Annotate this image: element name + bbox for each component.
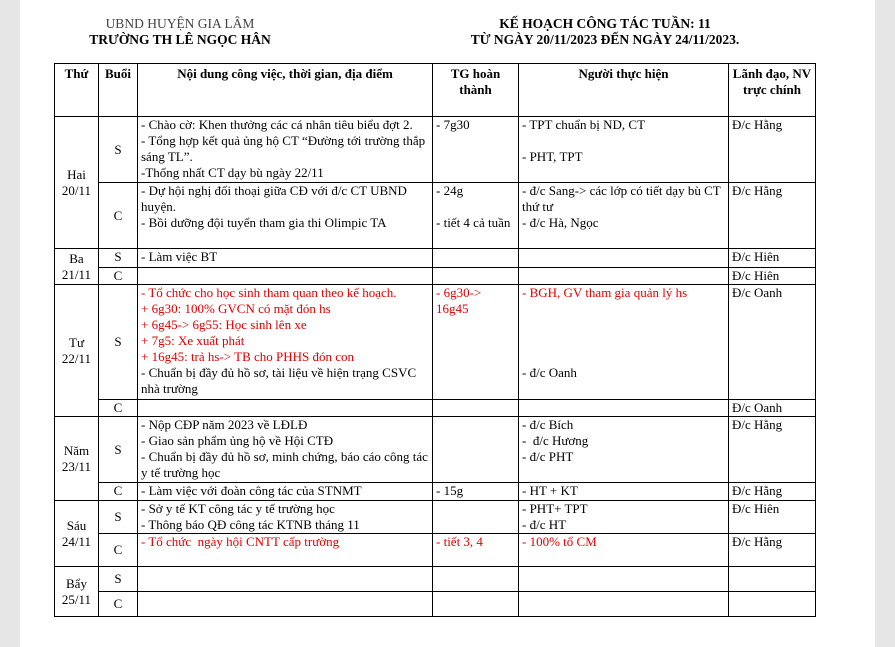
assignee-line: - TPT chuẩn bị ND, CT bbox=[522, 117, 646, 132]
deadline-cell: - 15g bbox=[433, 483, 519, 501]
task-line: - Bồi dưỡng đội tuyển tham gia thi Olimpic TA bbox=[141, 215, 387, 230]
session-cell: C bbox=[99, 534, 138, 567]
deadline-cell bbox=[433, 400, 519, 417]
assignee-cell bbox=[519, 400, 729, 417]
col-header-assignee: Người thực hiện bbox=[519, 64, 729, 117]
session-cell: S bbox=[99, 117, 138, 183]
day-date: 24/11 bbox=[61, 533, 92, 549]
assignee-line: - đ/c Hà, Ngọc bbox=[522, 215, 599, 230]
task-line: - Nộp CĐP năm 2023 về LĐLĐ bbox=[141, 417, 308, 432]
task-line: - Tổ chức cho học sinh tham quan theo kế hoạch. bbox=[141, 285, 397, 300]
leader-cell: Đ/c Hằng bbox=[729, 183, 816, 249]
assignee-line: - đ/c Oanh bbox=[522, 365, 577, 380]
day-cell-ba bbox=[55, 249, 99, 285]
leader-cell: Đ/c Oanh bbox=[729, 400, 816, 417]
header-left bbox=[80, 16, 280, 48]
content-cell bbox=[138, 592, 433, 617]
task-line: - Chào cờ: Khen thưởng các cá nhân tiêu biểu đợt 2. bbox=[141, 117, 413, 132]
day-cell-bay bbox=[55, 567, 99, 617]
table-header-row bbox=[55, 64, 816, 117]
task-line: - Giao sản phẩm ủng hộ về Hội CTĐ bbox=[141, 433, 334, 448]
leader-cell: Đ/c Hiên bbox=[729, 501, 816, 534]
leader-cell: Đ/c Hiên bbox=[729, 249, 816, 268]
day-name: Ba bbox=[69, 250, 84, 266]
leader-cell bbox=[729, 567, 816, 592]
leader-cell: Đ/c Hằng bbox=[729, 534, 816, 567]
session-cell: C bbox=[99, 268, 138, 285]
assignee-cell bbox=[519, 592, 729, 617]
district-name: UBND HUYỆN GIA LÂM bbox=[105, 16, 255, 31]
content-cell: - Làm việc với đoàn công tác của STNMT bbox=[138, 483, 433, 501]
session-cell: C bbox=[99, 592, 138, 617]
assignee-cell bbox=[519, 249, 729, 268]
table-row bbox=[55, 483, 816, 501]
session-cell: S bbox=[99, 567, 138, 592]
assignee-cell bbox=[519, 285, 729, 400]
assignee-line: - đ/c Hương bbox=[522, 433, 589, 448]
task-line: + 6g45-> 6g55: Học sinh lên xe bbox=[141, 317, 307, 332]
day-name: Năm bbox=[63, 442, 90, 458]
table-row bbox=[55, 400, 816, 417]
col-header-content: Nội dung công việc, thời gian, địa điểm bbox=[138, 64, 433, 117]
assignee-cell bbox=[519, 501, 729, 534]
assignee-cell: - HT + KT bbox=[519, 483, 729, 501]
table-row bbox=[55, 249, 816, 268]
task-line: + 6g30: 100% GVCN có mặt đón hs bbox=[141, 301, 331, 316]
table-row bbox=[55, 417, 816, 483]
assignee-cell: - 100% tổ CM bbox=[519, 534, 729, 567]
spacer bbox=[522, 349, 725, 365]
spacer bbox=[436, 199, 515, 215]
assignee-line: - BGH, GV tham gia quản lý hs bbox=[522, 285, 688, 300]
spacer bbox=[522, 333, 725, 349]
col-header-day: Thứ bbox=[55, 64, 99, 117]
deadline-cell bbox=[433, 501, 519, 534]
task-line: - Tổng hợp kết quả ủng hộ CT “Đường tới trường thắp sáng TL”. bbox=[141, 133, 426, 164]
session-cell: S bbox=[99, 249, 138, 268]
table-row bbox=[55, 567, 816, 592]
deadline-cell bbox=[433, 249, 519, 268]
assignee-line: - đ/c Bích bbox=[522, 417, 574, 432]
deadline-line: - tiết 4 cả tuần bbox=[436, 215, 511, 230]
day-cell-nam bbox=[55, 417, 99, 501]
table-row bbox=[55, 592, 816, 617]
school-name: TRƯỜNG TH LÊ NGỌC HÂN bbox=[89, 32, 271, 47]
deadline-line: - 24g bbox=[436, 183, 464, 198]
session-cell: S bbox=[99, 285, 138, 400]
col-header-session: Buổi bbox=[99, 64, 138, 117]
session-cell: C bbox=[99, 183, 138, 249]
content-cell: - Làm việc BT bbox=[138, 249, 433, 268]
content-cell: - Tổ chức ngày hội CNTT cấp trường bbox=[138, 534, 433, 567]
table-row bbox=[55, 534, 816, 567]
table-row bbox=[55, 117, 816, 183]
spacer bbox=[522, 301, 725, 317]
day-cell-sau bbox=[55, 501, 99, 567]
leader-cell: Đ/c Hằng bbox=[729, 417, 816, 483]
day-cell-tu bbox=[55, 285, 99, 417]
spacer bbox=[522, 317, 725, 333]
header-right bbox=[440, 16, 770, 48]
deadline-cell: - 7g30 bbox=[433, 117, 519, 183]
deadline-cell bbox=[433, 567, 519, 592]
deadline-cell bbox=[433, 285, 519, 400]
assignee-cell bbox=[519, 117, 729, 183]
day-name: Sáu bbox=[66, 517, 87, 533]
deadline-cell bbox=[433, 417, 519, 483]
task-line: - Sở y tế KT công tác y tế trường học bbox=[141, 501, 335, 516]
content-cell bbox=[138, 285, 433, 400]
task-line: - Chuẩn bị đầy đủ hồ sơ, tài liệu về hiện trạng CSVC nhà trường bbox=[141, 365, 417, 396]
col-header-deadline: TG hoàn thành bbox=[433, 64, 519, 117]
task-line: - Dự hội nghị đối thoại giữa CĐ với đ/c CT UBND huyện. bbox=[141, 183, 407, 214]
assignee-line: - đ/c PHT bbox=[522, 449, 574, 464]
assignee-line: - đ/c HT bbox=[522, 517, 567, 532]
day-cell-hai bbox=[55, 117, 99, 249]
assignee-cell bbox=[519, 268, 729, 285]
day-date: 21/11 bbox=[61, 266, 92, 282]
assignee-cell bbox=[519, 417, 729, 483]
table-row bbox=[55, 501, 816, 534]
session-cell: C bbox=[99, 483, 138, 501]
plan-date-range: TỪ NGÀY 20/11/2023 ĐẾN NGÀY 24/11/2023. bbox=[470, 32, 740, 47]
day-date: 20/11 bbox=[61, 182, 92, 198]
table-row bbox=[55, 285, 816, 400]
day-date: 22/11 bbox=[61, 350, 92, 366]
content-cell bbox=[138, 501, 433, 534]
session-cell: S bbox=[99, 417, 138, 483]
task-line: - Thông báo QĐ công tác KTNB tháng 11 bbox=[141, 517, 360, 532]
leader-cell: Đ/c Oanh bbox=[729, 285, 816, 400]
day-date: 23/11 bbox=[61, 458, 92, 474]
col-header-leader: Lãnh đạo, NV trực chính bbox=[729, 64, 816, 117]
day-date: 25/11 bbox=[61, 591, 92, 607]
deadline-cell bbox=[433, 183, 519, 249]
table-row bbox=[55, 268, 816, 285]
spacer bbox=[522, 133, 725, 149]
assignee-line: - PHT, TPT bbox=[522, 149, 583, 164]
deadline-cell bbox=[433, 268, 519, 285]
assignee-line: - đ/c Sang-> các lớp có tiết dạy bù CT thứ tư bbox=[522, 183, 721, 214]
leader-cell: Đ/c Hằng bbox=[729, 483, 816, 501]
assignee-line: - PHT+ TPT bbox=[522, 501, 588, 516]
content-cell bbox=[138, 567, 433, 592]
assignee-cell bbox=[519, 567, 729, 592]
deadline-cell bbox=[433, 592, 519, 617]
content-cell bbox=[138, 183, 433, 249]
task-line: + 16g45: trả hs-> TB cho PHHS đón con bbox=[141, 349, 355, 364]
deadline-cell: - tiết 3, 4 bbox=[433, 534, 519, 567]
deadline-line: - 6g30-> 16g45 bbox=[436, 285, 482, 316]
leader-cell: Đ/c Hằng bbox=[729, 117, 816, 183]
day-name: Hai bbox=[67, 166, 86, 182]
weekly-plan-table bbox=[54, 63, 816, 617]
content-cell bbox=[138, 400, 433, 417]
leader-cell: Đ/c Hiên bbox=[729, 268, 816, 285]
content-cell bbox=[138, 268, 433, 285]
task-line: -Thống nhất CT dạy bù ngày 22/11 bbox=[141, 165, 324, 180]
session-cell: S bbox=[99, 501, 138, 534]
leader-cell bbox=[729, 592, 816, 617]
table-row bbox=[55, 183, 816, 249]
day-name: Tư bbox=[69, 334, 84, 350]
session-cell: C bbox=[99, 400, 138, 417]
task-line: - Chuẩn bị đầy đủ hồ sơ, minh chứng, báo cáo công tác y tế trường học bbox=[141, 449, 428, 480]
assignee-cell bbox=[519, 183, 729, 249]
task-line: + 7g5: Xe xuất phát bbox=[141, 333, 245, 348]
content-cell bbox=[138, 417, 433, 483]
content-cell bbox=[138, 117, 433, 183]
day-name: Bẩy bbox=[66, 575, 87, 591]
plan-title: KẾ HOẠCH CÔNG TÁC TUẦN: 11 bbox=[499, 16, 711, 31]
